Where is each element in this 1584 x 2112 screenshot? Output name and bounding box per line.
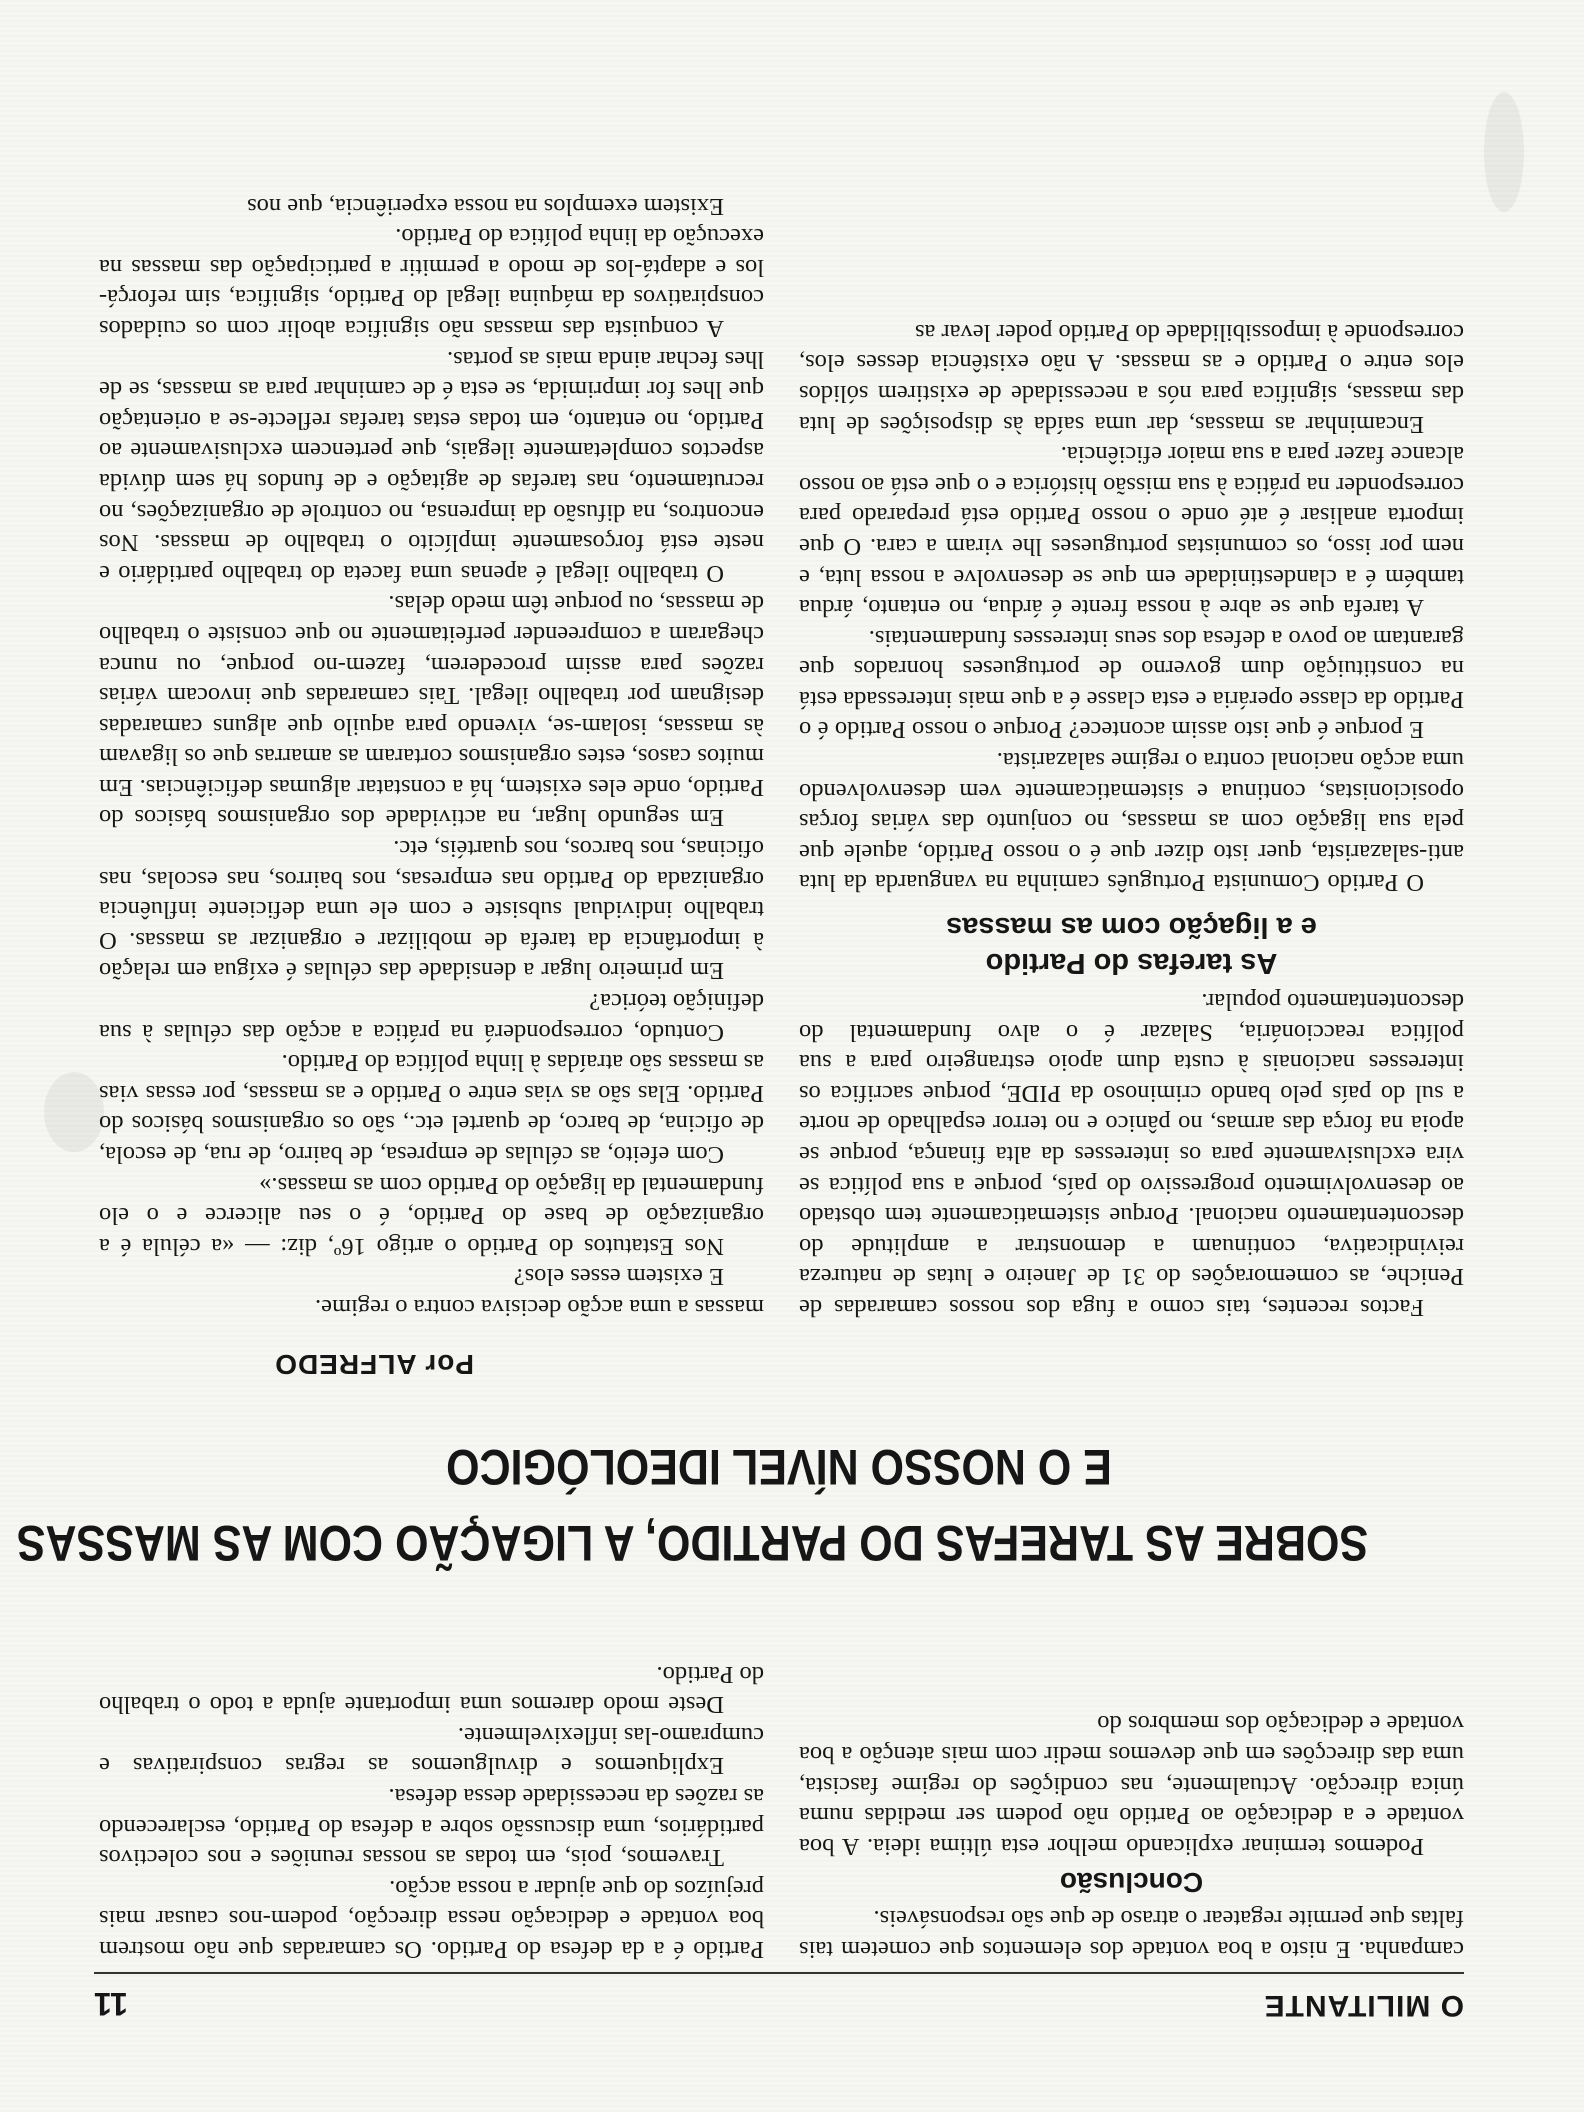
paragraph: A conquista das massas não significa abolir com os cuidados conspirativos da máquina ilegal do Partido, significa, sim reforçá-los e adaptá-los de modo a permitir a participação das massas na execução da linha política do Partido. xyxy=(99,223,764,342)
paragraph: Existem exemplos na nossa experiência, que nos xyxy=(247,192,724,220)
scan-smudge xyxy=(1484,92,1524,212)
paragraph: campanha. E nisto a boa vontade dos elementos que cometem tais faltas que permite regatear o atraso de que são responsáveis. xyxy=(799,1905,1464,1963)
running-title: O MILITANTE xyxy=(1263,1989,1464,2022)
page-header xyxy=(94,1974,1464,2022)
paragraph: O trabalho ilegal é apenas uma faceta do trabalho partidário e neste está forçosamente implícito o trabalho de massas. Nos encontros, na difusão da imprensa, no controle de organizações, no recrutamento, nas tarefas de agitação e de fundos há sem dúvida aspectos completamente ilegais, que pertencem exclusivamente ao Partido, no entanto, em todas estas tarefas reflecte-se a orientação que lhes for imprimida, se esta é de caminhar para as massas, se de lhes fechar ainda mais as portas. xyxy=(99,345,764,587)
paragraph: Em primeiro lugar a densidade das células é exígua em relação à importância da tarefa de mobilizar e organizar as massas. O trabalho individual subsiste e com ele uma deficiente influência organizada do Partido nas empresas, nos bairros, nas escolas, nas oficinas, nos barcos, nos quartéis, etc. xyxy=(99,835,764,985)
header-rule xyxy=(94,1972,1464,1974)
paragraph: Em segundo lugar, na actividade dos organismos básicos do Partido, onde eles existem, há a constatar algumas deficiências. Em muitos casos, estes organismos cortaram as amarras que os ligavam às massas, isolam-se, vivendo para aquilo que alguns camaradas designam por trabalho ilegal. Tais camaradas que invocam várias razões para assim procederem, fazem-no porque, ou nunca chegaram a compreender perfeitamente no que consiste o trabalho de massas, ou porque têm medo delas. xyxy=(99,590,764,832)
paragraph: O Partido Comunista Português caminha na vanguarda da luta anti-salazarista, quer isto dizer que é o nosso Partido, aquele que pela sua ligação com as massas, no conjunto das várias forças oposicionistas, continua e sistematicamente vem desenvolvendo uma acção nacional contra o regime salazarista. xyxy=(799,747,1464,897)
paragraph: Factos recentes, tais como a fuga dos nossos camaradas de Peniche, as comemorações do 31 de Janeiro e lutas de natureza reivindicativa, continuam a demonstrar a amplitude do descontentamento nacional. Porque sistematicamente tem obstado ao desenvolvimento progressivo do país, porque a sua política se vira exclusivamente para os interesses da alta finança, porque se apoia na força das armas, no pânico e no terror espalhado de norte a sul do país pelo bando criminoso da PIDE, porque sacrifica os interesses nacionais à custa dum apoio estrangeiro para a sua política reaccionária, Salazar é o alvo fundamental do descontentamento popular. xyxy=(799,988,1464,1321)
paragraph: Partido é a da defesa do Partido. Os camaradas que não mostrem boa vontade e dedicação nessa direcção, podem-nos causar mais prejuízos do que ajudar a nossa acção. xyxy=(99,1874,764,1963)
column-bottom-left xyxy=(799,97,1464,1322)
column-bottom-right xyxy=(99,97,764,1322)
paragraph: Nos Estatutos do Partido o artigo 16º, diz: — «a célula é a organização de base do Partido, é o seu alicerce e o elo fundamental da ligação do Partido com as massas.» xyxy=(99,1171,764,1260)
headline-line-2: E O NOSSO NÍVEL IDEOLÓGICO xyxy=(446,1439,1112,1495)
article-headline xyxy=(16,1376,1464,1592)
page-number: 11 xyxy=(94,1986,128,2022)
paragraph: Encaminhar as massas, dar uma saída às disposições de luta das massas, significa para nós a necessidade de existirem sólidos elos entre o Partido e as massas. A não existência desses elos, corresponde à impossibilidade do Partido poder levar as xyxy=(799,318,1464,438)
paragraph: A tarefa que se abre à nossa frente é árdua, no entanto, árdua também é a clandestinidade em que se desenvolve a nossa luta, e nem por isso, os comunistas portugueses lhe viram a cara. O que importa analisar é até onde o nosso Partido está preparado para corresponder na prática à sua missão histórica e o que está ao nosso alcance fazer para a sua maior eficiência. xyxy=(799,441,1464,622)
subheading-ligacao: e a ligação com as massas xyxy=(946,911,1317,944)
paragraph: Expliquemos e divulguemos as regras conspirativas e cumpramo-las inflexivelmente. xyxy=(99,1721,764,1780)
paragraph: E porque é que isto assim acontece? Porque o nosso Partido é o Partido da classe operária e esta classe é a que mais interessada está na constituição dum governo de portugueses honrados que garantam ao povo a defesa dos seus interesses fundamentais. xyxy=(799,624,1464,744)
paragraph: Contudo, corresponderá na prática a acção das células à sua definição teórica? xyxy=(99,988,764,1046)
paragraph: Deste modo daremos uma importante ajuda a todo o trabalho do Partido. xyxy=(99,1660,764,1719)
paragraph: E existem esses elos? xyxy=(513,1263,724,1291)
column-top-left xyxy=(799,1596,1464,1964)
paragraph: Com efeito, as células de empresa, de bairro, de rua, de escola, de oficina, de barco, de quartel etc., são os organismos básicos do Partido. Elas são as vias entre o Partido e as massas, por essas vias as massas são atraídas à linha política do Partido. xyxy=(99,1049,764,1169)
section-title-conclusao: Conclusão xyxy=(1059,1866,1204,1898)
byline: Por ALFREDO xyxy=(274,1349,474,1380)
subheading-tarefas: As tarefas do Partido xyxy=(985,947,1278,980)
column-top-right xyxy=(99,1596,764,1964)
paragraph: Podemos terminar explicando melhor esta última ideia. A boa vontade e a dedicação ao Partido não podem ser medidas numa única direcção. Actualmente, nas condições do regime fascista, uma das direcções em que devemos medir com mais atenção a boa vontade e dedicação dos membros do xyxy=(799,1710,1464,1860)
headline-line-1: SOBRE AS TAREFAS DO PARTIDO, A LIGAÇÃO COM AS MASSAS xyxy=(16,1515,1369,1571)
paragraph: Travemos, pois, em todas as nossas reuniões e nos colectivos partidários, uma discussão sobre a defesa do Partido, esclarecendo as razões da necessidade dessa defesa. xyxy=(99,1783,764,1872)
paragraph: massas a uma acção decisiva contra o regime. xyxy=(315,1294,764,1321)
scan-smudge xyxy=(44,1072,104,1152)
